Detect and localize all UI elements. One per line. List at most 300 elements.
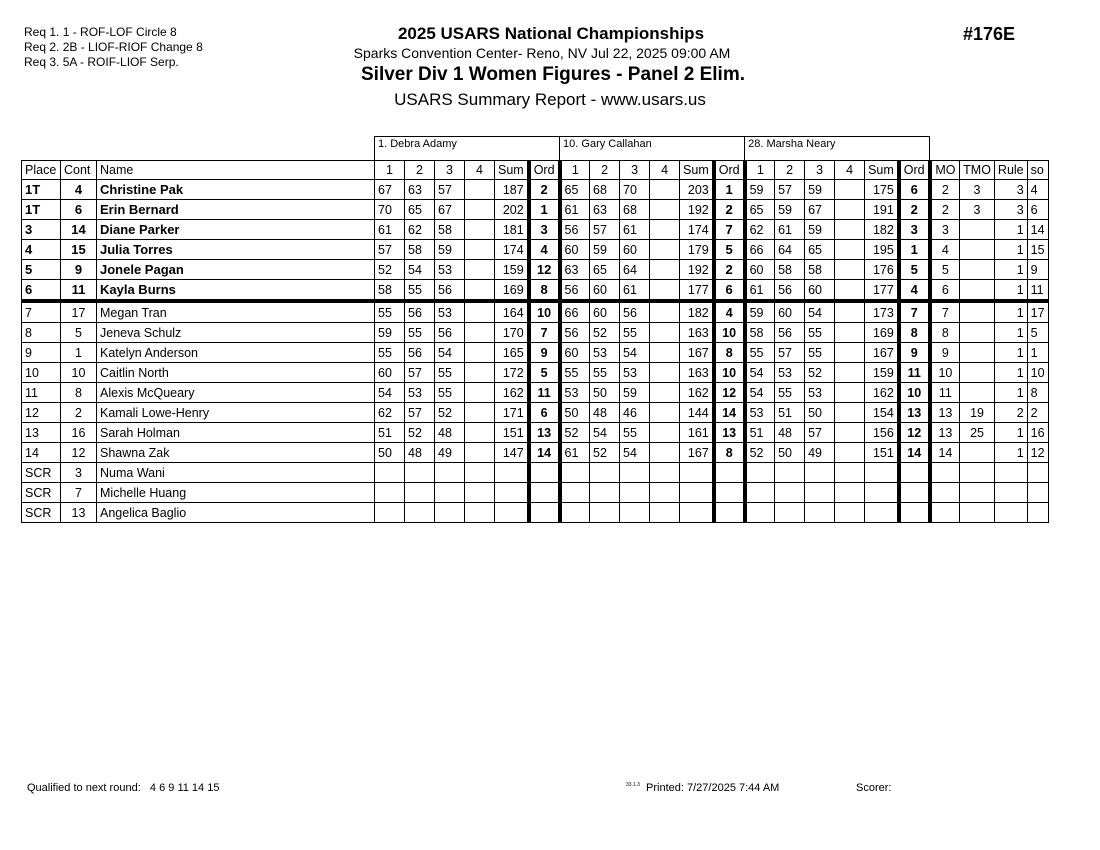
table-row: [22, 383, 1049, 403]
skater-name-cell: Julia Torres: [97, 240, 375, 260]
tmo-cell: [960, 343, 995, 363]
skater-name-cell: Kayla Burns: [97, 280, 375, 302]
judge-2-score-1-cell: 56: [560, 280, 590, 302]
place-cell: 8: [22, 323, 61, 343]
judge-1-score-3-cell: 53: [435, 301, 465, 323]
mo-cell: 14: [930, 443, 960, 463]
judge-2-ordinal-cell: 7: [714, 220, 745, 240]
mo-cell: 4: [930, 240, 960, 260]
tmo-cell: [960, 323, 995, 343]
judge-2-score-1-cell: 52: [560, 423, 590, 443]
judge-1-score-4-cell: [465, 323, 495, 343]
judge-3-score-1-cell: 66: [745, 240, 775, 260]
judge-1-score-2-cell: 52: [405, 423, 435, 443]
judge-2-score-3-cell: 64: [620, 260, 650, 280]
contestant-number-cell: 5: [61, 323, 97, 343]
tmo-cell: [960, 443, 995, 463]
mo-cell: 2: [930, 180, 960, 200]
judge-2-sum-cell: 163: [680, 363, 714, 383]
judge-2-score-4-cell: [650, 343, 680, 363]
judge-3-sum-cell: [865, 483, 899, 503]
judge-1-score-2-cell: 65: [405, 200, 435, 220]
judge-1-score-3-cell: [435, 503, 465, 523]
table-row: [22, 463, 1049, 483]
judge-2-score-4-cell: [650, 220, 680, 240]
judge-1-score-1-cell: 54: [375, 383, 405, 403]
judge-1-score-2-cell: 54: [405, 260, 435, 280]
skater-name-cell: Megan Tran: [97, 301, 375, 323]
contestant-number-cell: 1: [61, 343, 97, 363]
judge-2-sum-cell: 144: [680, 403, 714, 423]
place-cell: 10: [22, 363, 61, 383]
judge-3-sum-cell: 162: [865, 383, 899, 403]
judge-1-score-1-cell: 57: [375, 240, 405, 260]
judge-2-ordinal-cell: 14: [714, 403, 745, 423]
so-cell: 10: [1027, 363, 1048, 383]
judge-1-score-1-cell: [375, 503, 405, 523]
tmo-cell: 25: [960, 423, 995, 443]
place-cell: 7: [22, 301, 61, 323]
judge-1-score-4-cell: [465, 443, 495, 463]
mo-cell: 13: [930, 403, 960, 423]
judge-3-score-3-cell: 55: [805, 343, 835, 363]
judge-3-ordinal-cell: 10: [899, 383, 930, 403]
judge-3-score-2-cell: 57: [775, 343, 805, 363]
judge-3-sum-cell: 159: [865, 363, 899, 383]
rule-cell: 3: [994, 180, 1027, 200]
place-cell: 3: [22, 220, 61, 240]
judge-2-ordinal-cell: 8: [714, 343, 745, 363]
judge-2-score-3-cell: 61: [620, 220, 650, 240]
rule-cell: 1: [994, 260, 1027, 280]
judge-2-sum-cell: [680, 483, 714, 503]
rule-cell: [994, 463, 1027, 483]
judge-1-sum-cell: 162: [495, 383, 529, 403]
col-name: Name: [97, 161, 375, 180]
judge-1-sum-cell: 151: [495, 423, 529, 443]
col-j3-s1: 1: [745, 161, 775, 180]
judge-3-score-3-cell: 59: [805, 180, 835, 200]
so-cell: 8: [1027, 383, 1048, 403]
judge-1-sum-cell: 164: [495, 301, 529, 323]
table-row: [22, 483, 1049, 503]
judge-3-ordinal-cell: 12: [899, 423, 930, 443]
table-row: [22, 301, 1049, 323]
judge-3-score-2-cell: 59: [775, 200, 805, 220]
judge-3-score-2-cell: 64: [775, 240, 805, 260]
rule-cell: [994, 503, 1027, 523]
judge-3-sum-cell: 154: [865, 403, 899, 423]
judge-3-score-3-cell: 55: [805, 323, 835, 343]
contestant-number-cell: 17: [61, 301, 97, 323]
printed-line: [626, 782, 779, 794]
place-cell: SCR: [22, 463, 61, 483]
judge-3-score-4-cell: [835, 463, 865, 483]
judge-1-name: 1. Debra Adamy: [375, 137, 560, 161]
rule-cell: 1: [994, 383, 1027, 403]
judge-3-name: 28. Marsha Neary: [745, 137, 930, 161]
judge-3-sum-cell: 195: [865, 240, 899, 260]
col-place: Place: [22, 161, 61, 180]
judge-3-sum-cell: 175: [865, 180, 899, 200]
judge-2-score-3-cell: 60: [620, 240, 650, 260]
tmo-cell: [960, 260, 995, 280]
col-j1-sum: Sum: [495, 161, 529, 180]
qualified-values: 4 6 9 11 14 15: [149, 782, 220, 794]
judge-2-score-4-cell: [650, 463, 680, 483]
judge-1-score-1-cell: 50: [375, 443, 405, 463]
judge-3-ordinal-cell: [899, 503, 930, 523]
judge-1-score-2-cell: 55: [405, 280, 435, 302]
table-row: [22, 240, 1049, 260]
judge-1-score-1-cell: 67: [375, 180, 405, 200]
judge-2-ordinal-cell: 6: [714, 280, 745, 302]
judge-3-score-4-cell: [835, 280, 865, 302]
contestant-number-cell: 16: [61, 423, 97, 443]
judge-2-score-3-cell: 59: [620, 383, 650, 403]
judge-2-score-3-cell: 56: [620, 301, 650, 323]
judge-1-score-2-cell: 63: [405, 180, 435, 200]
judge-1-score-3-cell: 49: [435, 443, 465, 463]
qualified-label: Qualified to next round:: [27, 782, 141, 794]
judge-3-score-1-cell: 54: [745, 363, 775, 383]
judge-2-ordinal-cell: [714, 463, 745, 483]
judge-2-score-1-cell: 66: [560, 301, 590, 323]
judge-2-sum-cell: 192: [680, 260, 714, 280]
judge-2-score-4-cell: [650, 280, 680, 302]
judge-1-score-1-cell: 61: [375, 220, 405, 240]
judge-3-score-3-cell: 54: [805, 301, 835, 323]
contestant-number-cell: 14: [61, 220, 97, 240]
judge-2-sum-cell: 177: [680, 280, 714, 302]
skater-name-cell: Michelle Huang: [97, 483, 375, 503]
judge-1-score-4-cell: [465, 220, 495, 240]
judge-1-score-1-cell: 55: [375, 301, 405, 323]
so-cell: [1027, 503, 1048, 523]
judge-1-score-1-cell: 52: [375, 260, 405, 280]
tmo-cell: [960, 483, 995, 503]
judge-1-score-1-cell: 62: [375, 403, 405, 423]
judge-1-score-1-cell: 51: [375, 423, 405, 443]
judge-2-score-2-cell: 63: [590, 200, 620, 220]
judge-2-sum-cell: 174: [680, 220, 714, 240]
judge-1-sum-cell: [495, 503, 529, 523]
judge-2-score-3-cell: 70: [620, 180, 650, 200]
requirement-3: Req 3. 5A - ROIF-LIOF Serp.: [24, 55, 179, 69]
judge-3-score-2-cell: [775, 483, 805, 503]
judge-3-score-4-cell: [835, 220, 865, 240]
so-cell: [1027, 483, 1048, 503]
judge-3-score-1-cell: 52: [745, 443, 775, 463]
judge-1-ordinal-cell: 8: [529, 280, 560, 302]
judge-2-ordinal-cell: [714, 503, 745, 523]
col-j1-s4: 4: [465, 161, 495, 180]
rule-cell: 1: [994, 323, 1027, 343]
event-title: Silver Div 1 Women Figures - Panel 2 Elim.: [361, 64, 745, 85]
judge-1-score-3-cell: 56: [435, 323, 465, 343]
so-cell: 14: [1027, 220, 1048, 240]
judge-3-sum-cell: 177: [865, 280, 899, 302]
judge-2-sum-cell: 163: [680, 323, 714, 343]
judge-2-score-4-cell: [650, 443, 680, 463]
judge-3-score-1-cell: 54: [745, 383, 775, 403]
judge-1-sum-cell: 170: [495, 323, 529, 343]
judge-1-score-2-cell: [405, 463, 435, 483]
judge-2-score-4-cell: [650, 363, 680, 383]
skater-name-cell: Kamali Lowe-Henry: [97, 403, 375, 423]
judge-3-sum-cell: 156: [865, 423, 899, 443]
judge-3-score-2-cell: 57: [775, 180, 805, 200]
place-cell: 9: [22, 343, 61, 363]
col-j2-s3: 3: [620, 161, 650, 180]
judge-3-score-3-cell: 57: [805, 423, 835, 443]
judge-1-score-3-cell: 54: [435, 343, 465, 363]
judge-1-sum-cell: 169: [495, 280, 529, 302]
judge-2-ordinal-cell: 5: [714, 240, 745, 260]
col-j3-s2: 2: [775, 161, 805, 180]
judge-1-score-2-cell: 56: [405, 301, 435, 323]
judge-1-score-4-cell: [465, 423, 495, 443]
mo-cell: 13: [930, 423, 960, 443]
so-cell: 11: [1027, 280, 1048, 302]
report-title: USARS Summary Report - www.usars.us: [394, 90, 706, 109]
judge-2-ordinal-cell: 2: [714, 200, 745, 220]
tmo-cell: 3: [960, 200, 995, 220]
place-cell: 1T: [22, 180, 61, 200]
judge-1-ordinal-cell: 6: [529, 403, 560, 423]
requirement-1: Req 1. 1 - ROF-LOF Circle 8: [24, 25, 177, 39]
judge-2-score-4-cell: [650, 483, 680, 503]
judge-3-score-1-cell: 61: [745, 280, 775, 302]
skater-name-cell: Jeneva Schulz: [97, 323, 375, 343]
judge-2-score-1-cell: 50: [560, 403, 590, 423]
mo-cell: [930, 503, 960, 523]
judge-3-ordinal-cell: 2: [899, 200, 930, 220]
judge-3-score-1-cell: [745, 483, 775, 503]
col-j3-s3: 3: [805, 161, 835, 180]
judge-3-score-2-cell: 50: [775, 443, 805, 463]
judge-1-score-4-cell: [465, 180, 495, 200]
judge-3-ordinal-cell: 4: [899, 280, 930, 302]
qualified-line: [27, 782, 219, 794]
judge-3-score-1-cell: [745, 463, 775, 483]
place-cell: SCR: [22, 503, 61, 523]
judge-1-ordinal-cell: 10: [529, 301, 560, 323]
judge-3-score-3-cell: 60: [805, 280, 835, 302]
judge-2-ordinal-cell: 12: [714, 383, 745, 403]
mo-cell: 10: [930, 363, 960, 383]
judge-2-score-4-cell: [650, 200, 680, 220]
tmo-cell: [960, 463, 995, 483]
judge-2-ordinal-cell: [714, 483, 745, 503]
table-row: [22, 443, 1049, 463]
contestant-number-cell: 12: [61, 443, 97, 463]
contestant-number-cell: 8: [61, 383, 97, 403]
judge-3-score-2-cell: 48: [775, 423, 805, 443]
judge-2-score-2-cell: 50: [590, 383, 620, 403]
judge-1-score-4-cell: [465, 503, 495, 523]
judge-2-score-2-cell: 52: [590, 443, 620, 463]
results-table: [21, 136, 1049, 523]
so-cell: 4: [1027, 180, 1048, 200]
judge-2-score-3-cell: 55: [620, 323, 650, 343]
judge-3-score-3-cell: 49: [805, 443, 835, 463]
judge-3-score-4-cell: [835, 483, 865, 503]
judge-3-sum-cell: 191: [865, 200, 899, 220]
judge-2-score-4-cell: [650, 323, 680, 343]
judge-2-score-2-cell: 68: [590, 180, 620, 200]
venue-date: Sparks Convention Center- Reno, NV Jul 22, 2025 09:00 AM: [353, 45, 731, 61]
so-cell: 2: [1027, 403, 1048, 423]
judge-2-score-2-cell: 55: [590, 363, 620, 383]
table-row: [22, 200, 1049, 220]
mo-cell: [930, 483, 960, 503]
judge-1-score-1-cell: 60: [375, 363, 405, 383]
judge-2-sum-cell: 167: [680, 343, 714, 363]
skater-name-cell: Jonele Pagan: [97, 260, 375, 280]
place-cell: 13: [22, 423, 61, 443]
judge-1-ordinal-cell: 5: [529, 363, 560, 383]
table-row: [22, 403, 1049, 423]
judge-2-sum-cell: 182: [680, 301, 714, 323]
skater-name-cell: Erin Bernard: [97, 200, 375, 220]
judge-2-ordinal-cell: 10: [714, 323, 745, 343]
tmo-cell: 3: [960, 180, 995, 200]
judge-1-score-3-cell: 59: [435, 240, 465, 260]
col-j3-s4: 4: [835, 161, 865, 180]
contestant-number-cell: 11: [61, 280, 97, 302]
judge-2-sum-cell: 167: [680, 443, 714, 463]
judge-1-score-2-cell: [405, 503, 435, 523]
judge-2-score-2-cell: 60: [590, 280, 620, 302]
judge-1-ordinal-cell: 13: [529, 423, 560, 443]
judge-3-score-2-cell: [775, 503, 805, 523]
table-row: [22, 323, 1049, 343]
judge-3-score-3-cell: [805, 463, 835, 483]
judge-1-score-3-cell: 48: [435, 423, 465, 443]
judge-3-score-3-cell: 67: [805, 200, 835, 220]
judge-3-ordinal-cell: 1: [899, 240, 930, 260]
judge-2-score-3-cell: 61: [620, 280, 650, 302]
mo-cell: 7: [930, 301, 960, 323]
judges-header-row: [22, 137, 1049, 161]
contestant-number-cell: 3: [61, 463, 97, 483]
place-cell: SCR: [22, 483, 61, 503]
judge-3-ordinal-cell: 6: [899, 180, 930, 200]
tmo-cell: [960, 363, 995, 383]
judge-3-score-2-cell: 56: [775, 323, 805, 343]
judge-3-sum-cell: 173: [865, 301, 899, 323]
col-tmo: TMO: [960, 161, 995, 180]
judge-3-score-4-cell: [835, 301, 865, 323]
judge-3-score-3-cell: 65: [805, 240, 835, 260]
judge-2-sum-cell: 162: [680, 383, 714, 403]
requirement-2: Req 2. 2B - LIOF-RIOF Change 8: [24, 40, 203, 54]
judge-1-score-1-cell: [375, 463, 405, 483]
judge-1-score-1-cell: 70: [375, 200, 405, 220]
judge-2-score-4-cell: [650, 403, 680, 423]
rule-cell: 1: [994, 280, 1027, 302]
judge-2-score-2-cell: 53: [590, 343, 620, 363]
judge-3-sum-cell: 151: [865, 443, 899, 463]
contestant-number-cell: 15: [61, 240, 97, 260]
judge-1-sum-cell: 187: [495, 180, 529, 200]
judge-3-score-1-cell: 59: [745, 301, 775, 323]
mo-cell: 5: [930, 260, 960, 280]
skater-name-cell: Numa Wani: [97, 463, 375, 483]
col-j1-s3: 3: [435, 161, 465, 180]
judge-1-score-1-cell: 58: [375, 280, 405, 302]
rule-cell: [994, 483, 1027, 503]
judge-2-score-2-cell: 52: [590, 323, 620, 343]
judge-2-score-1-cell: 60: [560, 343, 590, 363]
judge-3-ordinal-cell: 9: [899, 343, 930, 363]
place-cell: 1T: [22, 200, 61, 220]
judge-3-sum-cell: [865, 463, 899, 483]
judge-2-score-2-cell: 65: [590, 260, 620, 280]
judge-3-score-4-cell: [835, 423, 865, 443]
mo-cell: 8: [930, 323, 960, 343]
col-j1-ord: Ord: [529, 161, 560, 180]
judge-2-score-3-cell: 54: [620, 443, 650, 463]
judge-1-score-4-cell: [465, 483, 495, 503]
judge-2-score-1-cell: 55: [560, 363, 590, 383]
judge-1-ordinal-cell: 11: [529, 383, 560, 403]
mo-cell: 3: [930, 220, 960, 240]
competition-title: 2025 USARS National Championships: [397, 24, 705, 43]
rule-cell: 1: [994, 301, 1027, 323]
so-cell: [1027, 463, 1048, 483]
so-cell: 16: [1027, 423, 1048, 443]
judge-2-sum-cell: 203: [680, 180, 714, 200]
table-row: [22, 343, 1049, 363]
judge-1-score-4-cell: [465, 280, 495, 302]
judge-1-score-3-cell: 57: [435, 180, 465, 200]
judge-2-score-4-cell: [650, 260, 680, 280]
judge-3-score-1-cell: 51: [745, 423, 775, 443]
judge-2-sum-cell: 161: [680, 423, 714, 443]
judge-2-name: 10. Gary Callahan: [560, 137, 745, 161]
col-j3-ord: Ord: [899, 161, 930, 180]
column-header-row: [22, 161, 1049, 180]
tmo-cell: [960, 503, 995, 523]
judge-2-score-2-cell: [590, 463, 620, 483]
table-row: [22, 423, 1049, 443]
col-cont: Cont: [61, 161, 97, 180]
judge-3-ordinal-cell: [899, 463, 930, 483]
judge-1-score-2-cell: 55: [405, 323, 435, 343]
col-j2-sum: Sum: [680, 161, 714, 180]
judge-1-ordinal-cell: 12: [529, 260, 560, 280]
so-cell: 6: [1027, 200, 1048, 220]
judge-1-score-3-cell: 55: [435, 363, 465, 383]
judge-1-sum-cell: 171: [495, 403, 529, 423]
scorer-label: Scorer:: [856, 782, 892, 794]
judge-3-score-1-cell: 53: [745, 403, 775, 423]
judge-3-score-3-cell: [805, 483, 835, 503]
judge-2-sum-cell: [680, 503, 714, 523]
judge-1-score-3-cell: [435, 463, 465, 483]
judge-2-score-2-cell: [590, 483, 620, 503]
judge-1-score-4-cell: [465, 301, 495, 323]
printed-timestamp: Printed: 7/27/2025 7:44 AM: [646, 782, 780, 794]
judge-3-score-4-cell: [835, 180, 865, 200]
judge-1-ordinal-cell: 7: [529, 323, 560, 343]
judge-3-score-2-cell: 51: [775, 403, 805, 423]
judge-1-ordinal-cell: [529, 483, 560, 503]
table-row: [22, 280, 1049, 302]
judge-1-ordinal-cell: 4: [529, 240, 560, 260]
